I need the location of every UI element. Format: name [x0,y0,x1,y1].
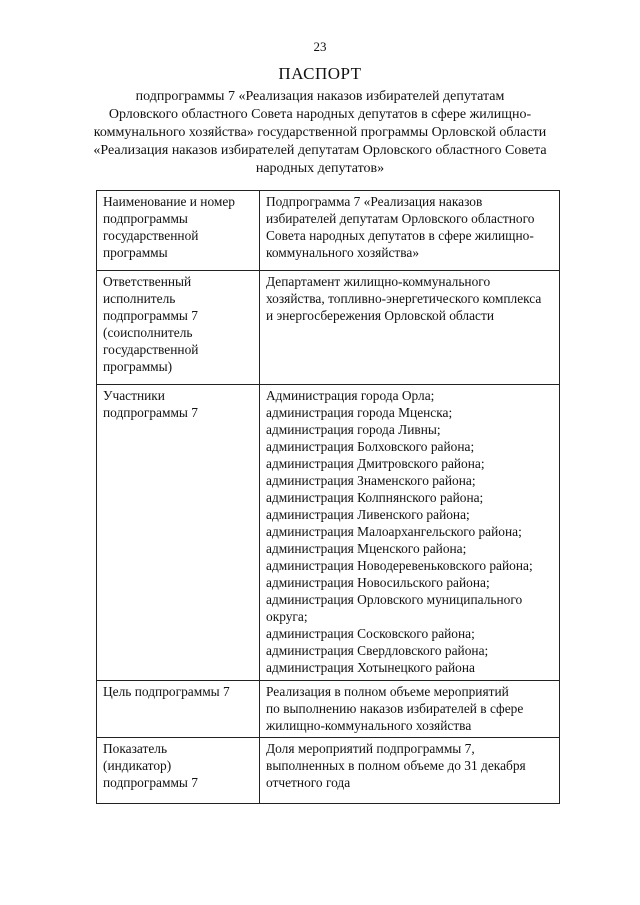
label-line: программы [103,245,168,260]
subtitle-line: Орловского областного Совета народных депутатов в сфере жилищно- [108,107,532,122]
list-item: Администрация города Орла; [266,388,435,403]
subtitle-line: подпрограммы 7 «Реализация наказов избирателей депутатам [135,89,505,104]
list-item: администрация Орловского муниципального [266,592,523,607]
table-row [97,681,560,738]
list-item: администрация Ливенского района; [266,507,470,522]
table-row [97,385,560,681]
row-value-name [260,191,560,271]
value-line: выполненных в полном объеме до 31 декабря [266,758,526,773]
row-label-executor [97,271,260,385]
label-line: программы) [103,359,173,374]
value-line: отчетного года [266,775,351,790]
value-line: Доля мероприятий подпрограммы 7, [266,741,475,756]
row-label-participants [97,385,260,681]
row-value-goal [260,681,560,738]
document-title: ПАСПОРТ [278,64,362,83]
row-value-participants [260,385,560,681]
value-line: по выполнению наказов избирателей в сфере [266,701,524,716]
passport-table [96,190,560,804]
value-line: Подпрограмма 7 «Реализация наказов [266,194,483,209]
label-line: Наименование и номер [103,194,236,209]
list-item: администрация Хотынецкого района [266,660,475,675]
label-line: государственной [103,342,199,357]
list-item: администрация Болховского района; [266,439,475,454]
table-row [97,271,560,385]
list-item: администрация Знаменского района; [266,473,476,488]
row-label-name [97,191,260,271]
label-line: исполнитель [103,291,176,306]
subtitle-line: народных депутатов» [255,161,385,176]
subtitle-line: коммунального хозяйства» государственной программы Орловской области [93,125,547,140]
list-item: администрация города Мценска; [266,405,453,420]
participants-list [266,387,553,676]
list-item: администрация Малоархангельского района; [266,524,522,539]
row-label-indicator [97,738,260,804]
label-line: подпрограммы 7 [103,775,198,790]
label-line: Участники [103,388,165,403]
list-item: администрация города Ливны; [266,422,441,437]
row-label-goal [97,681,260,738]
list-item: округа; [266,609,308,624]
value-line: коммунального хозяйства» [266,245,420,260]
document-subtitle [80,88,560,178]
label-line: Показатель [103,741,168,756]
value-line: жилищно-коммунального хозяйства [266,718,472,733]
label-line: (соисполнитель [103,325,193,340]
subtitle-line: «Реализация наказов избирателей депутатам Орловского областного Совета [93,143,547,158]
label-line: Ответственный [103,274,192,289]
value-line: и энергосбережения Орловской области [266,308,494,323]
row-value-executor [260,271,560,385]
table-row [97,738,560,804]
list-item: администрация Сосковского района; [266,626,475,641]
label-line: подпрограммы 7 [103,308,198,323]
value-line: хозяйства, топливно-энергетического комплекса [266,291,542,306]
list-item: администрация Мценского района; [266,541,467,556]
label-line: (индикатор) [103,758,172,773]
list-item: администрация Новодеревеньковского района; [266,558,533,573]
value-line: Реализация в полном объеме мероприятий [266,684,509,699]
label-line: государственной [103,228,199,243]
value-line: Совета народных депутатов в сфере жилищно- [266,228,534,243]
page-number: 23 [313,39,327,54]
value-line: избирателей депутатам Орловского областного [266,211,535,226]
list-item: администрация Свердловского района; [266,643,489,658]
row-value-indicator [260,738,560,804]
label-line: Цель подпрограммы 7 [103,684,230,699]
label-line: подпрограммы 7 [103,405,198,420]
list-item: администрация Новосильского района; [266,575,490,590]
label-line: подпрограммы [103,211,188,226]
list-item: администрация Колпнянского района; [266,490,484,505]
table-row [97,191,560,271]
value-line: Департамент жилищно-коммунального [266,274,491,289]
list-item: администрация Дмитровского района; [266,456,485,471]
